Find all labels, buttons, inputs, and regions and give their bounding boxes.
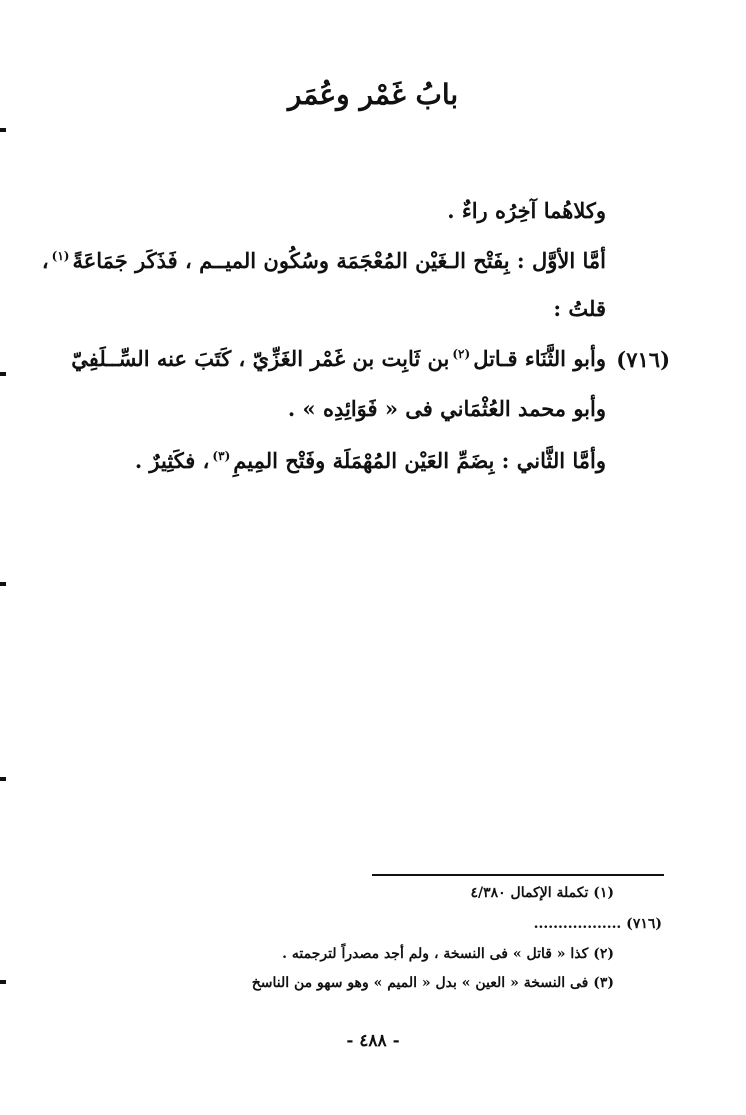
footnote-entry-ref: (٧١٦) .................. — [533, 916, 662, 932]
scan-margin-mark — [0, 777, 6, 781]
footnote-ref-2: (٢) — [452, 347, 471, 361]
body-line-6-b: ، فكَثِيرٌ . — [134, 448, 210, 473]
body-line-6 — [135, 448, 606, 473]
scan-margin-mark — [0, 372, 6, 376]
body-line-4-a: وأبو الثَّنَاء قـاتل — [473, 346, 606, 371]
body-line-1 — [447, 198, 606, 223]
body-line-6-a: وأمَّا الثَّاني : بِضَمِّ العَيْن المُهْمَلَة وفَتْح المِيمِ — [233, 448, 606, 473]
body-line-3-text: قلتُ : — [553, 296, 606, 321]
body-line-2-tail: ، — [41, 248, 49, 273]
body-line-2 — [42, 248, 606, 273]
page-number: - ٤٨٨ - — [346, 1031, 400, 1051]
body-line-5-text: وأبو محمد العُثْمَاني فى « فَوَائِدِه » . — [287, 396, 606, 421]
chapter-title: بابُ غَمْر وعُمَر — [287, 78, 459, 111]
footnote-separator — [372, 874, 664, 876]
body-line-5 — [288, 396, 606, 421]
body-line-1-text: وكلاهُما آخِرُه راءٌ . — [447, 198, 606, 223]
body-line-3 — [553, 296, 606, 321]
scan-margin-mark — [0, 980, 6, 984]
body-line-2-text: أمَّا الأوَّل : بِفَتْح الـغَيْن المُعْجَمَة وسُكُون الميــم ، فَذَكَر جَمَاعَةً — [72, 248, 606, 273]
footnote-2: (٢) كذا « قاتل » فى النسخة ، ولم أجد مصدراً لترجمته . — [282, 946, 614, 962]
body-line-4 — [71, 346, 606, 371]
footnote-ref-3: (٣) — [212, 449, 231, 463]
footnote-1: (١) تكملة الإكمال ٤/٣٨٠ — [470, 885, 614, 901]
scan-margin-mark — [0, 582, 6, 586]
footnote-3: (٣) فى النسخة « العين » بدل « الميم » وهو سهو من الناسخ — [251, 975, 614, 991]
entry-number: (٧١٦) — [616, 347, 670, 372]
scan-margin-mark — [0, 128, 6, 132]
body-line-4-b: بن ثَابِت بن غَمْر الغَزِّيّ ، كَتَبَ عنه السِّــلَفِيّ — [71, 346, 450, 371]
footnote-ref-1: (١) — [51, 249, 70, 263]
